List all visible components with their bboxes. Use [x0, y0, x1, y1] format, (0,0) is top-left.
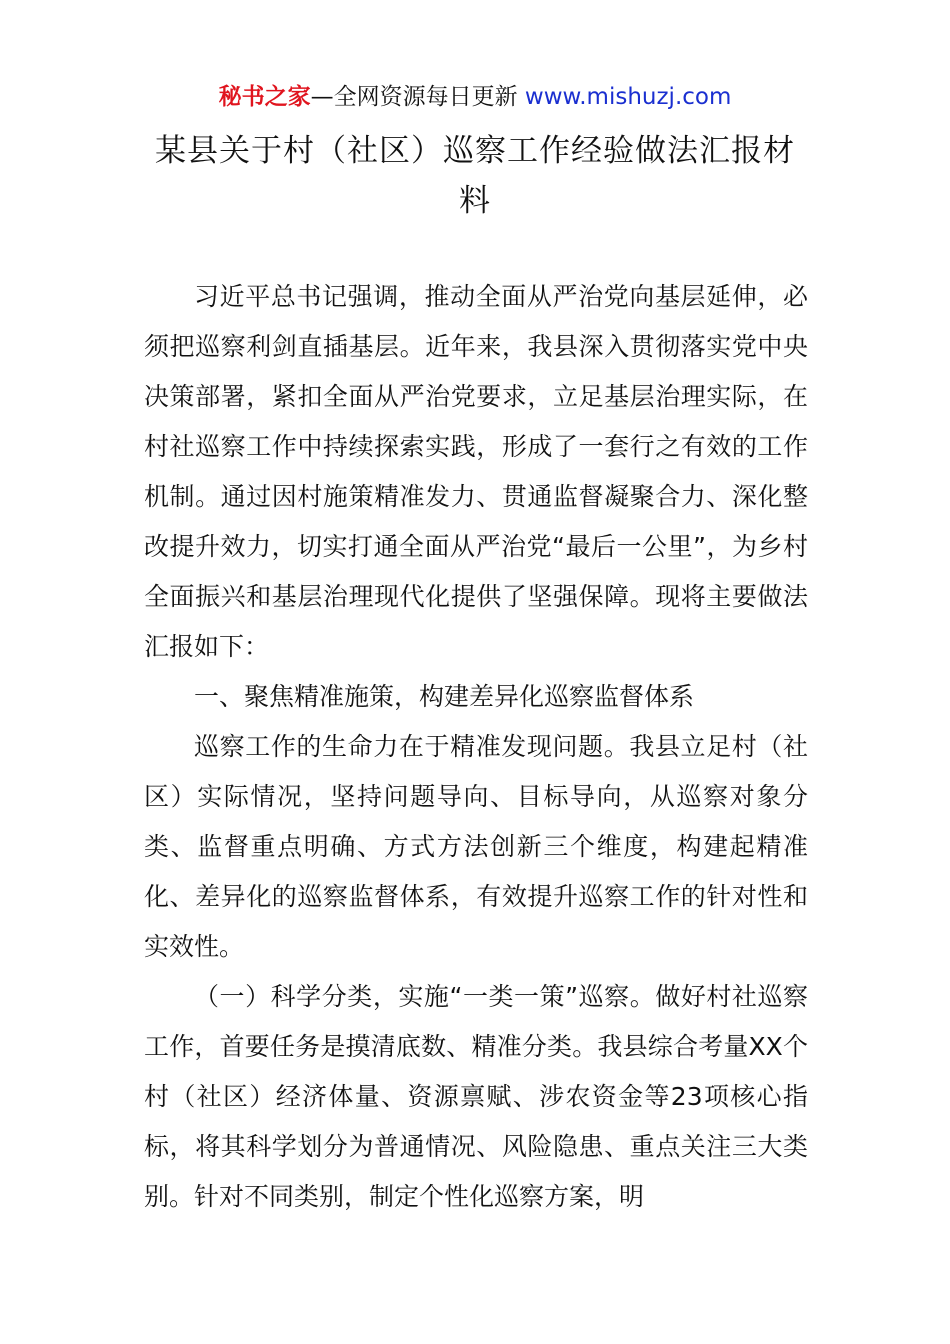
- site-header: [0, 82, 950, 112]
- intro-paragraph: 习近平总书记强调，推动全面从严治党向基层延伸，必须把巡察利剑直插基层。近年来，我县深入贯彻落实党中央决策部署，紧扣全面从严治党要求，立足基层治理实际，在村社巡察工作中持续探索实践，形成了一套行之有效的工作机制。通过因村施策精准发力、贯通监督凝聚合力、深化整改提升效力，切实打通全面从严治党“最后一公里”，为乡村全面振兴和基层治理现代化提供了坚强保障。现将主要做法汇报如下：: [144, 282, 808, 661]
- section-heading-1: 一、聚焦精准施策，构建差异化巡察监督体系: [194, 682, 695, 711]
- subsection-1-paragraph: （一）科学分类，实施“一类一策”巡察。做好村社巡察工作，首要任务是摸清底数、精准分类。我县综合考量XX个村（社区）经济体量、资源禀赋、涉农资金等23项核心指标，将其科学划分为普通情况、风险隐患、重点关注三大类别。针对不同类别，制定个性化巡察方案，明: [144, 982, 808, 1211]
- document-title: 某县关于村（社区）巡察工作经验做法汇报材料: [155, 133, 795, 219]
- document-body: [144, 272, 808, 1222]
- site-url-link[interactable]: www.mishuzj.com: [524, 84, 732, 110]
- header-tagline: —全网资源每日更新: [310, 84, 518, 110]
- brand-name: 秘书之家: [218, 84, 311, 110]
- section-1-paragraph: 巡察工作的生命力在于精准发现问题。我县立足村（社区）实际情况，坚持问题导向、目标导向，从巡察对象分类、监督重点明确、方式方法创新三个维度，构建起精准化、差异化的巡察监督体系，有效提升巡察工作的针对性和实效性。: [144, 732, 808, 961]
